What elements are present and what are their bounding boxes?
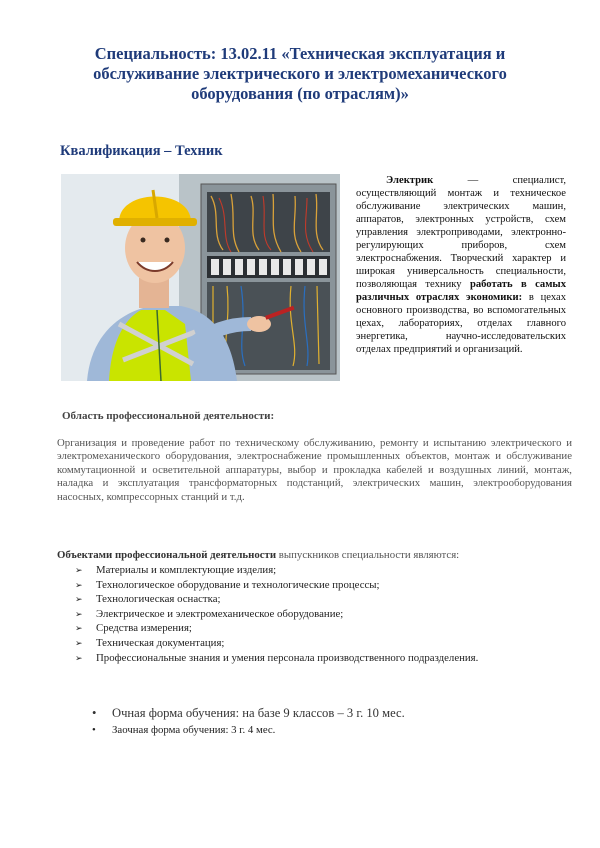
arrow-bullet-icon: ➢ xyxy=(75,652,83,663)
list-item xyxy=(75,621,478,636)
area-heading: Область профессиональной деятельности: xyxy=(62,410,275,422)
bullet-icon: • xyxy=(92,706,97,720)
arrow-bullet-icon: ➢ xyxy=(75,594,83,605)
intro-lead: Электрик xyxy=(386,175,434,186)
page-title: Специальность: 13.02.11 «Техническая эксплуатация и обслуживание электрического и электромеханического оборудования (по отраслям)» xyxy=(93,44,507,103)
electrician-photo xyxy=(61,174,340,381)
arrow-bullet-icon: ➢ xyxy=(75,637,83,648)
arrow-bullet-icon: ➢ xyxy=(75,623,83,634)
study-forms-list xyxy=(92,704,405,738)
list-item xyxy=(75,592,478,607)
full-time-text: Очная форма обучения: на базе 9 классов – 3 г. 10 мес. xyxy=(112,706,405,720)
part-time-text: Заочная форма обучения: 3 г. 4 мес. xyxy=(112,724,276,736)
electrician-illustration xyxy=(61,174,340,381)
list-item xyxy=(75,563,478,578)
list-item xyxy=(75,607,478,622)
list-item-text: Технологическое оборудование и технологические процессы; xyxy=(96,578,380,591)
list-item xyxy=(75,651,478,666)
arrow-bullet-icon: ➢ xyxy=(75,579,83,590)
objects-heading-rest: выпускников специальности являются: xyxy=(276,549,460,561)
full-time-form xyxy=(92,704,405,722)
intro-bold: работать в самых различных отраслях экономики: xyxy=(356,279,566,303)
part-time-form xyxy=(92,722,405,738)
list-item-text: Средства измерения; xyxy=(96,622,192,635)
objects-heading xyxy=(57,549,459,561)
list-item-text: Технологическая оснастка; xyxy=(96,593,221,606)
objects-heading-bold: Объектами профессиональной деятельности xyxy=(57,549,277,561)
intro-paragraph xyxy=(356,174,566,356)
qualification-heading: Квалификация – Техник xyxy=(60,143,223,159)
arrow-bullet-icon: ➢ xyxy=(75,565,83,575)
objects-list xyxy=(75,563,478,665)
list-item xyxy=(75,636,478,651)
arrow-bullet-icon: ➢ xyxy=(75,608,83,619)
list-item-text: Электрическое и электромеханическое оборудование; xyxy=(96,607,344,620)
list-item-text: Материалы и комплектующие изделия; xyxy=(96,564,277,576)
intro-text-2: в цехах основного производства, во вспомогательных цехах, лабораториях, отделах главного энергетика, научно-исследовательских отделах предприятий и организаций. xyxy=(356,292,566,355)
intro-text-1: — специалист, осуществляющий монтаж и техническое обслуживание электрических машин, аппаратов, электронных устройств, схем управления электроприводами, электронно-регулирующих приборов, схем электроснабжения. Творческий характер и широкая универсальность специальности, позволяющая технику xyxy=(356,175,566,290)
list-item-text: Профессиональные знания и умения персонала производственного подразделения. xyxy=(96,651,479,664)
list-item xyxy=(75,578,478,593)
area-paragraph: Организация и проведение работ по техническому обслуживанию, ремонту и испытанию электрического и электромеханического оборудования, электроснабжение промышленных объектов, монтаж и обслуживание коммутационной и осветительной аппаратуры, выбор и прокладка кабелей и воздушных линий, монтаж, наладка и эксплуатация трансформаторных подстанций, электрических машин, электрооборудования насосных, компрессорных станций и т.д. xyxy=(57,437,572,503)
bullet-icon: • xyxy=(92,724,96,736)
list-item-text: Техническая документация; xyxy=(96,636,225,649)
